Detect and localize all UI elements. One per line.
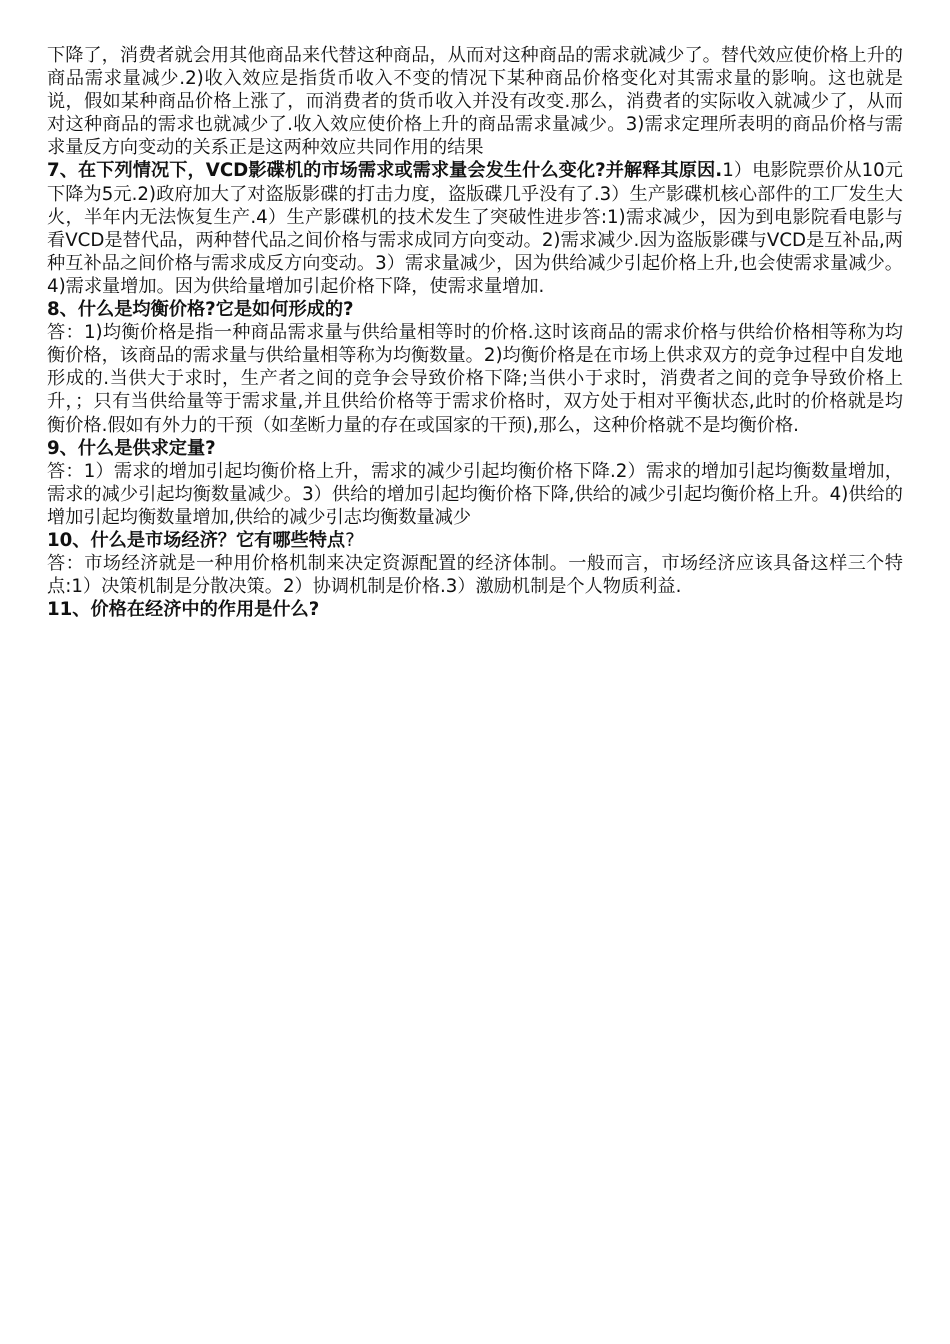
question-7-body: 1）电影院票价从10元下降为5元.2)政府加大了对盗版影碟的打击力度，盗版碟几乎没有了.3）生产影碟机核心部件的工厂发生大火，半年内无法恢复生产.4）生产影碟机的技术发生了突破性进步答:1)需求减少，因为到电影院看电影与看VCD是替代品，两种替代品之间价格与需求成同方向变动。2)需求减少.因为盗版影碟与VCD是互补品,两种互补品之间价格与需求成反方向变动。3）需求量减少，因为供给减少引起价格上升,也会使需求量减少。4)需求量增加。因为供给量增加引起价格下降，使需求量增加. bbox=[47, 160, 903, 297]
question-11-title: 11、价格在经济中的作用是什么? bbox=[47, 599, 320, 621]
question-8-answer: 答：1)均衡价格是指一种商品需求量与供给量相等时的价格.这时该商品的需求价格与供给价格相等称为均衡价格，该商品的需求量与供给量相等称为均衡数量。2)均衡价格是在市场上供求双方的竞争过程中自发地形成的.当供大于求时，生产者之间的竞争会导致价格下降;当供小于求时，消费者之间的竞争导致价格上升，；只有当供给量等于需求量,并且供给价格等于需求价格时，双方处于相对平衡状态,此时的价格就是均衡价格.假如有外力的干预（如垄断力量的存在或国家的干预),那么，这种价格就不是均衡价格. bbox=[47, 322, 903, 436]
question-9-answer: 答：1）需求的增加引起均衡价格上升，需求的减少引起均衡价格下降.2）需求的增加引起均衡数量增加，需求的减少引起均衡数量减少。3）供给的增加引起均衡价格下降,供给的减少引起均衡价格上升。4)供给的增加引起均衡数量增加,供给的减少引志均衡数量减少 bbox=[47, 460, 903, 528]
intro-paragraph: 下降了，消费者就会用其他商品来代替这种商品，从而对这种商品的需求就减少了。替代效应使价格上升的商品需求量减少.2)收入效应是指货币收入不变的情况下某种商品价格变化对其需求量的影响。这也就是说，假如某种商品价格上涨了，而消费者的货币收入并没有改变.那么，消费者的实际收入就减少了，从而对这种商品的需求也就减少了.收入效应使价格上升的商品需求量减少。3)需求定理所表明的商品价格与需求量反方向变动的关系正是这两种效应共同作用的结果 bbox=[47, 45, 903, 159]
document-page bbox=[47, 44, 903, 621]
question-8-title: 8、什么是均衡价格?它是如何形成的? bbox=[47, 299, 354, 321]
question-7-title: 7、在下列情况下，VCD影碟机的市场需求或需求量会发生什么变化?并解释其原因. bbox=[47, 160, 723, 182]
question-10-block bbox=[47, 529, 903, 552]
question-7-block bbox=[47, 159, 903, 298]
question-9-title: 9、什么是供求定量? bbox=[47, 437, 216, 459]
question-10-mark: ? bbox=[345, 529, 355, 551]
question-10-title: 10、什么是市场经济？它有哪些特点 bbox=[47, 529, 346, 551]
question-10-answer: 答：市场经济就是一种用价格机制来决定资源配置的经济体制。一般而言，市场经济应该具备这样三个特点:1）决策机制是分散决策。2）协调机制是价格.3）激励机制是个人物质利益. bbox=[47, 553, 903, 598]
